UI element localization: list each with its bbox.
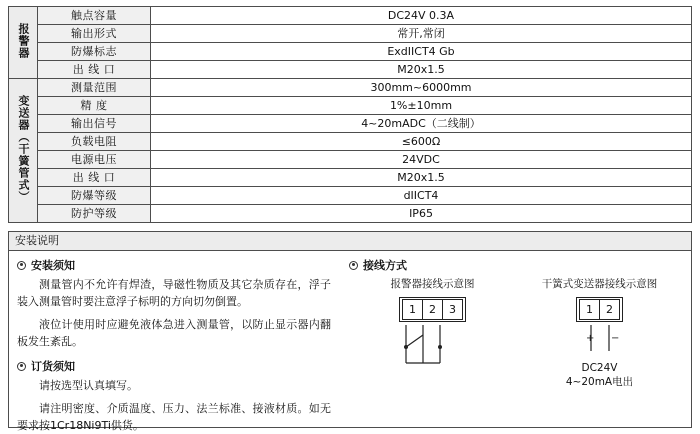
terminal-1: 1 — [403, 300, 423, 320]
terminal-2: 2 — [600, 300, 620, 320]
table-row — [9, 79, 692, 97]
diagram-alarm-schematic — [373, 325, 493, 377]
wiring-heading-label: 接线方式 — [363, 259, 407, 272]
notice-heading-label: 安装须知 — [31, 259, 75, 272]
row-value: ≤600Ω — [151, 133, 692, 151]
install-section-title: 安装说明 — [9, 232, 691, 251]
row-label: 精 度 — [38, 97, 151, 115]
terminal-2: 2 — [423, 300, 443, 320]
table-row — [9, 115, 692, 133]
install-notes-column — [9, 251, 339, 432]
table-row — [9, 7, 692, 25]
row-label: 出 线 口 — [38, 169, 151, 187]
table-row — [9, 133, 692, 151]
row-label: 电源电压 — [38, 151, 151, 169]
diagram-transmitter-terminal-block — [576, 297, 623, 322]
diagram-alarm-terminal-block — [399, 297, 466, 322]
row-label: 防护等级 — [38, 205, 151, 223]
row-value: 300mm~6000mm — [151, 79, 692, 97]
row-label: 防爆标志 — [38, 43, 151, 61]
bullet-dot-icon — [349, 261, 358, 270]
bullet-dot-icon — [17, 261, 26, 270]
row-value: M20x1.5 — [151, 169, 692, 187]
wiring-column — [339, 251, 691, 427]
row-label: 输出形式 — [38, 25, 151, 43]
order-paragraph-2: 请注明密度、介质温度、压力、法兰标准、接液材质。如无要求按1Cr18Ni9Ti供货。 — [17, 402, 331, 432]
order-heading-label: 订货须知 — [31, 360, 75, 373]
row-value: ExdIICT4 Gb — [151, 43, 692, 61]
wiring-heading — [349, 257, 683, 273]
row-label: 防爆等级 — [38, 187, 151, 205]
table-row — [9, 25, 692, 43]
row-value: 常开,常闭 — [151, 25, 692, 43]
supply-voltage: DC24V — [581, 362, 618, 374]
row-value: dIICT4 — [151, 187, 692, 205]
table-row — [9, 43, 692, 61]
table-row — [9, 169, 692, 187]
table-row — [9, 61, 692, 79]
group-cell-alarm — [9, 7, 38, 79]
polarity-plus: + — [585, 333, 594, 344]
row-label: 出 线 口 — [38, 61, 151, 79]
transmitter-supply-label — [516, 361, 683, 389]
diagram-alarm-title: 报警器接线示意图 — [390, 278, 475, 290]
spec-table — [8, 6, 692, 223]
install-body — [9, 251, 691, 432]
row-label: 输出信号 — [38, 115, 151, 133]
notice-paragraph-2: 液位计使用时应避免液体急进入测量管，以防止显示器内翻板发生紊乱。 — [17, 318, 331, 348]
output-signal: 4~20mA电出 — [565, 376, 634, 388]
row-value: IP65 — [151, 205, 692, 223]
polarity-minus: − — [610, 333, 619, 344]
terminal-1: 1 — [580, 300, 600, 320]
notice-paragraph-1: 测量管内不允许有焊渣，导磁性物质及其它杂质存在，浮子装入测量管时要注意浮子标明的方向切勿倒置。 — [17, 278, 331, 308]
row-value: 24VDC — [151, 151, 692, 169]
diagram-transmitter-title: 干簧式变送器接线示意图 — [541, 278, 658, 290]
table-row — [9, 205, 692, 223]
row-value: M20x1.5 — [151, 61, 692, 79]
diagram-alarm — [349, 276, 516, 389]
terminal-3: 3 — [443, 300, 463, 320]
table-row — [9, 187, 692, 205]
order-paragraph-1: 请按选型认真填写。 — [39, 379, 138, 392]
row-value: DC24V 0.3A — [151, 7, 692, 25]
notice-heading — [17, 257, 331, 273]
diagram-transmitter-schematic — [555, 325, 645, 359]
diagram-transmitter — [516, 276, 683, 389]
row-label: 触点容量 — [38, 7, 151, 25]
group-label: 报警器 — [17, 22, 30, 59]
table-row — [9, 151, 692, 169]
table-row — [9, 97, 692, 115]
bullet-dot-icon — [17, 362, 26, 371]
group-cell-transmitter — [9, 79, 38, 223]
row-label: 负载电阻 — [38, 133, 151, 151]
order-heading — [17, 358, 331, 374]
wiring-diagrams — [349, 276, 683, 389]
group-label: 变送器（干簧管式） — [17, 94, 30, 203]
row-value: 1%±10mm — [151, 97, 692, 115]
install-section — [8, 231, 692, 432]
row-value: 4~20mADC（二线制） — [151, 115, 692, 133]
row-label: 测量范围 — [38, 79, 151, 97]
